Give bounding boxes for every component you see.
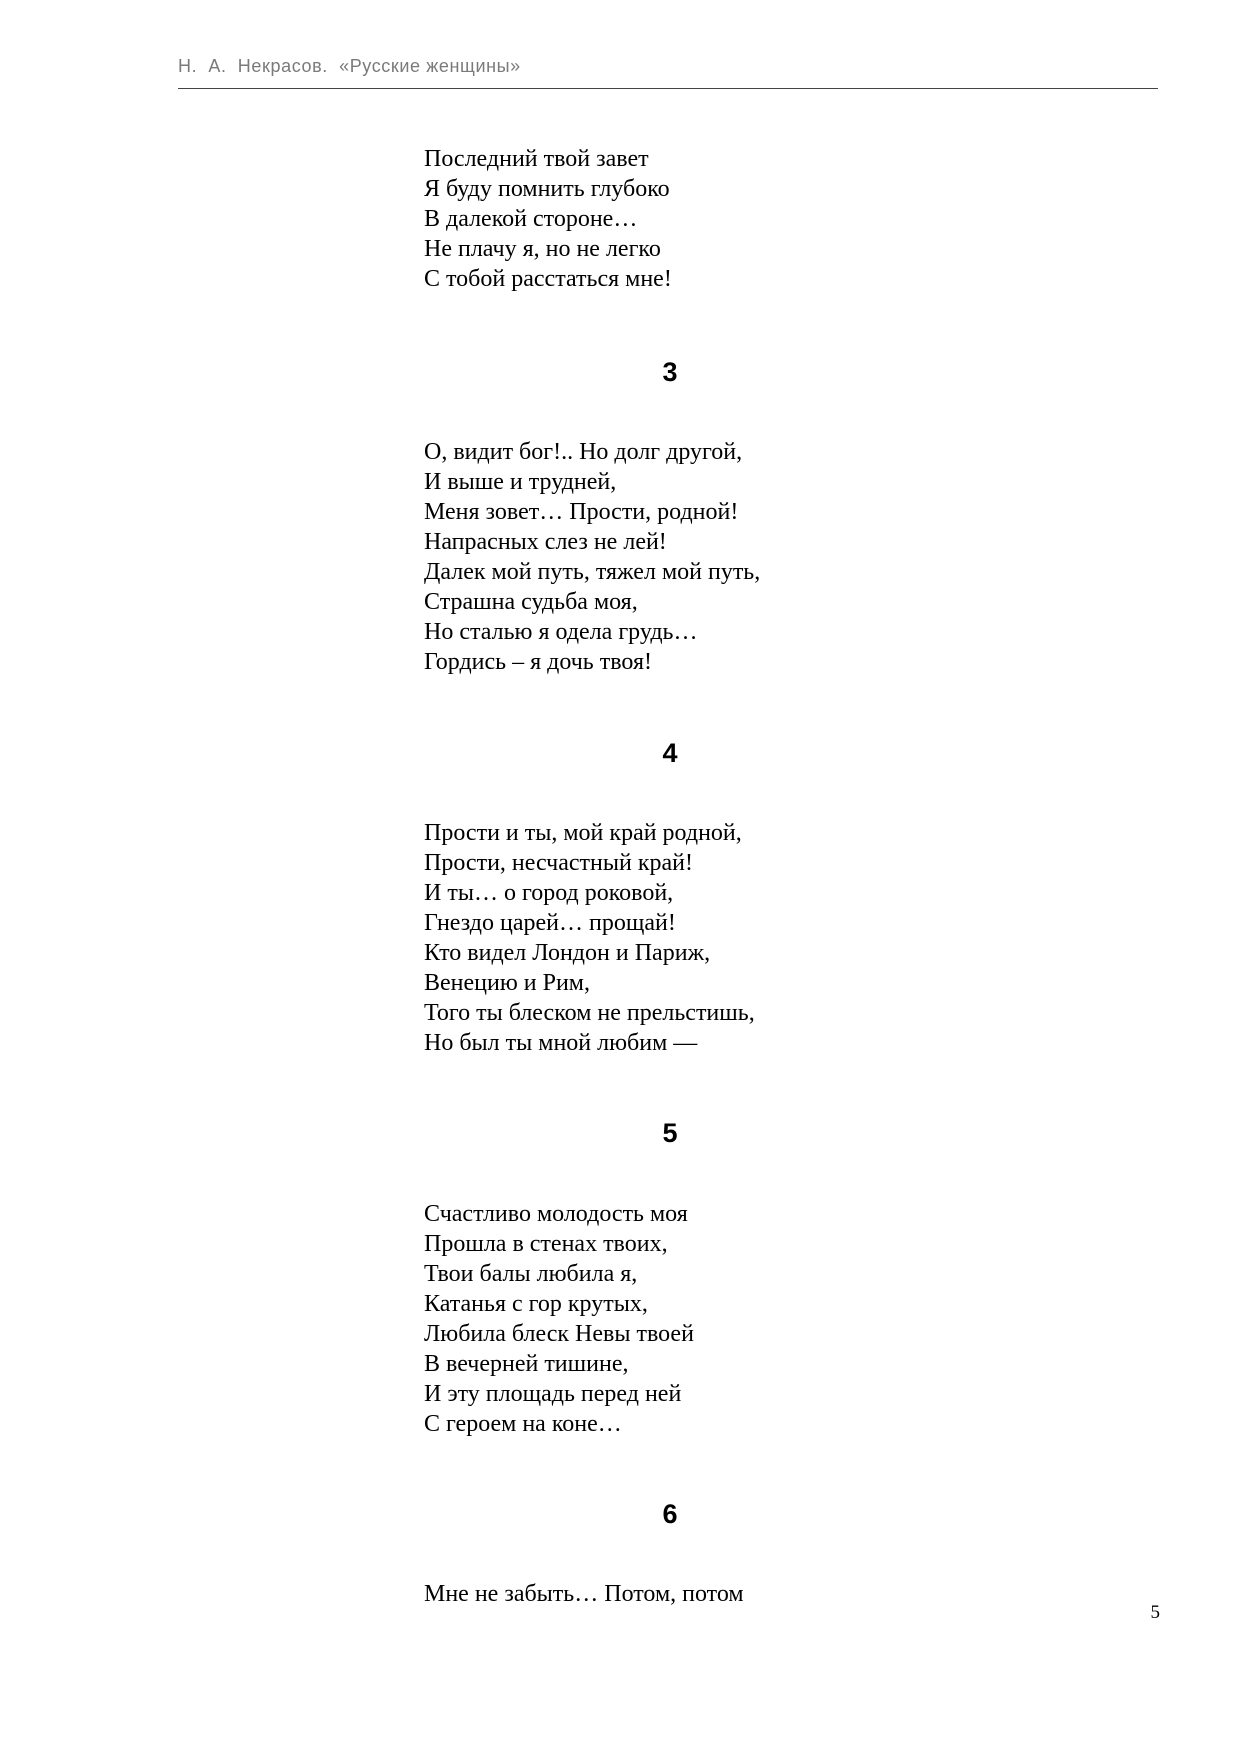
verse-line: И эту площадь перед ней	[424, 1381, 682, 1407]
verse-line: Венецию и Рим,	[424, 970, 590, 996]
verse-line: Не плачу я, но не легко	[424, 236, 661, 262]
verse-line: И ты… о город роковой,	[424, 880, 674, 906]
verse-line: О, видит бог!.. Но долг другой,	[424, 439, 743, 465]
verse-line: Прости и ты, мой край родной,	[424, 820, 742, 846]
verse-line: Катанья с гор крутых,	[424, 1291, 648, 1317]
verse-line: Далек мой путь, тяжел мой путь,	[424, 559, 761, 585]
verse-line: Счастливо молодость моя	[424, 1201, 688, 1227]
verse-line: Но сталью я одела грудь…	[424, 619, 698, 645]
verse-line: Мне не забыть… Потом, потом	[424, 1581, 744, 1607]
section-number-3: 3	[662, 357, 678, 387]
page-number: 5	[1150, 1602, 1160, 1623]
verse-line: Твои балы любила я,	[424, 1261, 638, 1287]
stanza-5	[424, 1199, 694, 1439]
verse-line: Кто видел Лондон и Париж,	[424, 940, 711, 966]
verse-line: Гнездо царей… прощай!	[424, 910, 676, 936]
verse-line: И выше и трудней,	[424, 469, 617, 495]
verse-line: В далекой стороне…	[424, 206, 638, 232]
verse-line: С героем на коне…	[424, 1411, 622, 1437]
section-number-5: 5	[662, 1118, 678, 1148]
header-rule	[178, 88, 1158, 89]
verse-line: Того ты блеском не прельстишь,	[424, 1000, 755, 1026]
verse-line: С тобой расстаться мне!	[424, 266, 672, 292]
section-number-4: 4	[662, 738, 678, 768]
verse-line: Но был ты мной любим —	[424, 1030, 698, 1056]
stanza-continuation	[424, 144, 672, 294]
verse-line: В вечерней тишине,	[424, 1351, 629, 1377]
verse-line: Гордись – я дочь твоя!	[424, 649, 652, 675]
stanza-6	[424, 1579, 744, 1609]
verse-line: Напрасных слез не лей!	[424, 529, 667, 555]
stanza-3	[424, 437, 760, 677]
verse-line: Последний твой завет	[424, 146, 649, 172]
verse-line: Меня зовет… Прости, родной!	[424, 499, 739, 525]
verse-line: Страшна судьба моя,	[424, 589, 638, 615]
running-header: Н. А. Некрасов. «Русские женщины»	[178, 56, 521, 76]
stanza-4	[424, 818, 755, 1058]
section-number-6: 6	[662, 1499, 678, 1529]
verse-line: Прошла в стенах твоих,	[424, 1231, 668, 1257]
verse-line: Я буду помнить глубоко	[424, 176, 670, 202]
verse-line: Любила блеск Невы твоей	[424, 1321, 694, 1347]
verse-line: Прости, несчастный край!	[424, 850, 694, 876]
